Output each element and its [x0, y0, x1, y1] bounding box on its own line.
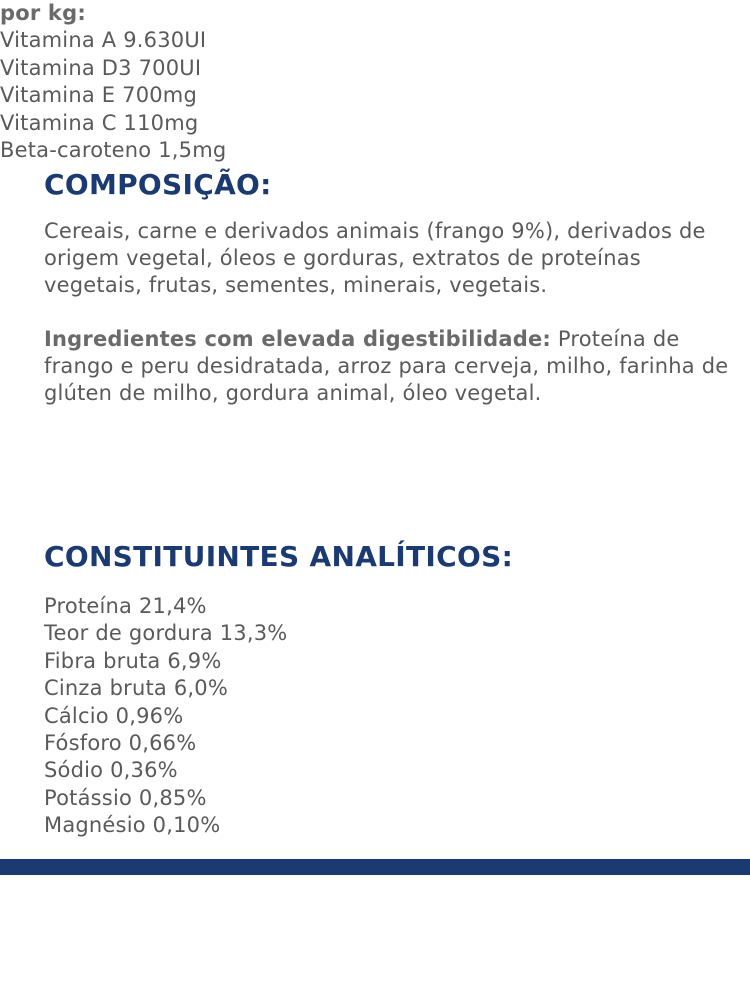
constituent-item: Cálcio 0,96%: [44, 703, 184, 728]
composition-title: COMPOSIÇÃO:: [44, 168, 272, 201]
constituent-item: Fibra bruta 6,9%: [44, 648, 222, 673]
ingredients-paragraph: [44, 326, 734, 407]
vitamins-block: [0, 0, 750, 164]
analytical-constituents-title: CONSTITUINTES ANALÍTICOS:: [44, 540, 514, 573]
composition-text: Cereais, carne e derivados animais (frango 9%), derivados de origem vegetal, óleos e gorduras, extratos de proteínas vegetais, frutas, sementes, minerais, vegetais.: [44, 219, 706, 297]
vitamin-item: Vitamina C 110mg: [0, 110, 199, 135]
ingredients-label: Ingredientes com elevada digestibilidade:: [44, 327, 551, 351]
constituent-item: Fósforo 0,66%: [44, 731, 197, 756]
constituent-item: Magnésio 0,10%: [44, 813, 221, 838]
ingredients-text: Proteína de frango e peru desidratada, arroz para cerveja, milho, farinha de glúten de milho, gordura animal, óleo vegetal.: [44, 327, 729, 405]
vitamins-list: [0, 27, 750, 164]
constituent-item: Proteína 21,4%: [44, 594, 207, 618]
vitamin-item: Beta-caroteno 1,5mg: [0, 138, 227, 163]
vitamin-item: Vitamina A 9.630UI: [0, 28, 207, 53]
vitamin-item: Vitamina E 700mg: [0, 83, 197, 108]
vitamin-item: Vitamina D3 700UI: [0, 55, 202, 80]
constituent-item: Cinza bruta 6,0%: [44, 676, 228, 701]
constituent-item: Sódio 0,36%: [44, 758, 178, 783]
constituent-item: Potássio 0,85%: [44, 785, 207, 810]
constituents-list: [44, 593, 287, 840]
constituent-item: Teor de gordura 13,3%: [44, 621, 288, 646]
per-kg-label: por kg:: [0, 1, 86, 25]
footer-divider-bar: [0, 859, 750, 875]
